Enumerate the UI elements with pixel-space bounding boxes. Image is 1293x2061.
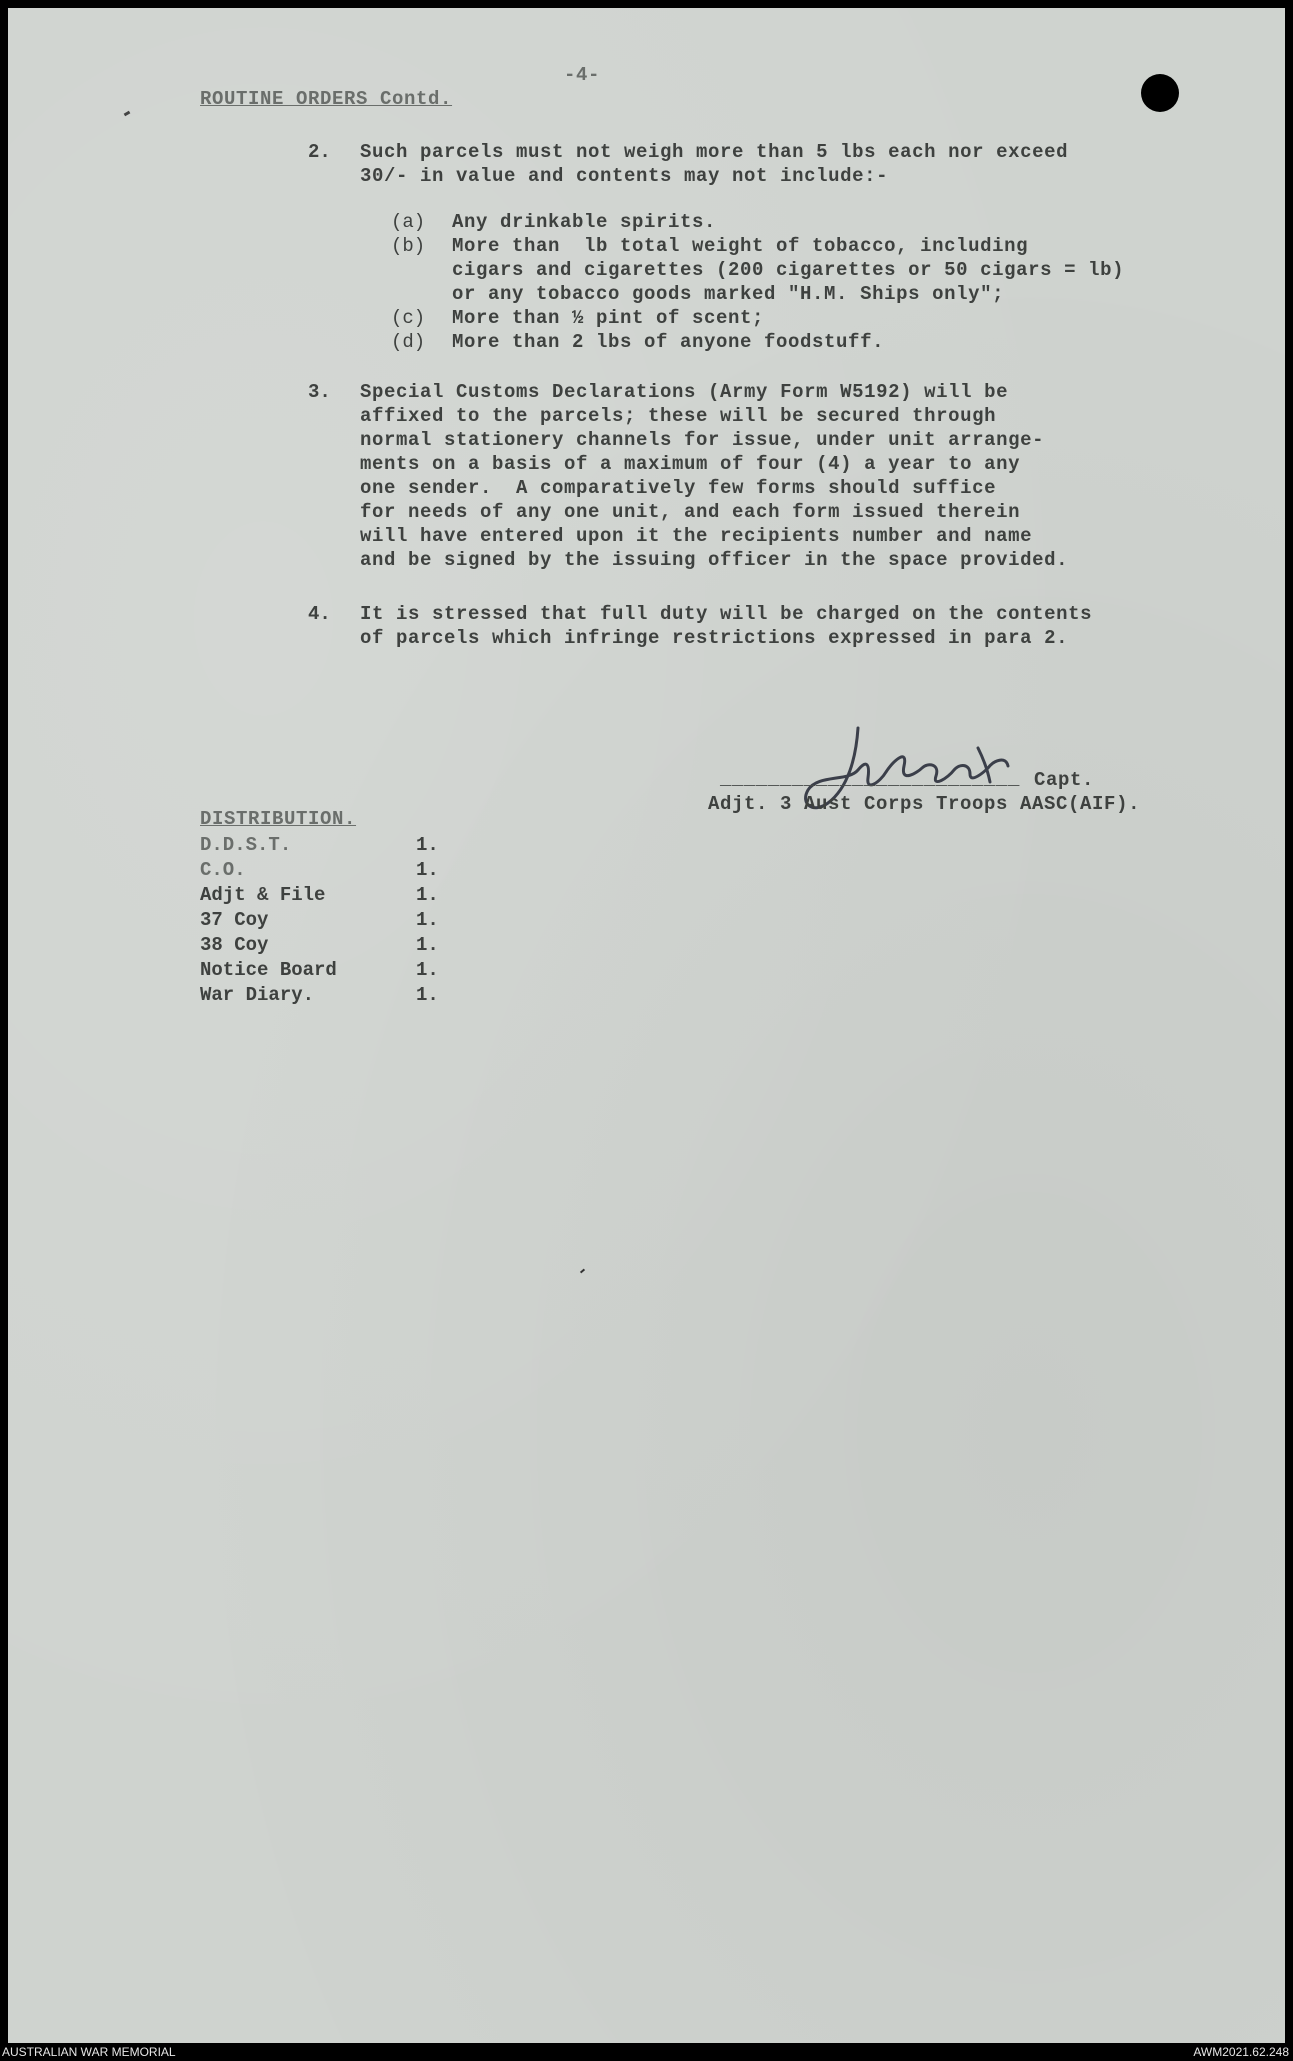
distribution-recipient: War Diary. — [200, 984, 315, 1006]
item-b-line: or any tobacco goods marked "H.M. Ships only"; — [452, 283, 1005, 305]
paper-speck — [124, 111, 131, 117]
distribution-qty: 1. — [416, 934, 439, 956]
distribution-recipient: D.D.S.T. — [200, 834, 292, 856]
signature-rank: Capt. — [1034, 769, 1095, 791]
signature-rule: _________________________ — [720, 768, 1021, 790]
paragraph-3-line: for needs of any one unit, and each form issued therein — [360, 501, 1021, 523]
distribution-recipient: Adjt & File — [200, 884, 326, 906]
paragraph-3-line: and be signed by the issuing officer in the space provided. — [360, 549, 1069, 571]
footer-accession-number: AWM2021.62.248 — [1193, 2045, 1289, 2059]
item-d-line: More than 2 lbs of anyone foodstuff. — [452, 331, 885, 353]
punch-hole — [1141, 74, 1179, 112]
distribution-qty: 1. — [416, 909, 439, 931]
item-a-line: Any drinkable spirits. — [452, 211, 717, 233]
paragraph-3-line: normal stationery channels for issue, under unit arrange- — [360, 429, 1045, 451]
distribution-recipient: 37 Coy — [200, 909, 269, 931]
item-a-letter: (a) — [391, 211, 426, 233]
item-b-line: cigars and cigarettes (200 cigarettes or 50 cigars = lb) — [452, 259, 1125, 281]
distribution-recipient: 38 Coy — [200, 934, 269, 956]
paragraph-4-line: It is stressed that full duty will be charged on the contents — [360, 603, 1093, 625]
paragraph-3-line: Special Customs Declarations (Army Form W5192) will be — [360, 381, 1009, 403]
paragraph-2-line: 30/- in value and contents may not include:- — [360, 165, 889, 187]
paragraph-4-line: of parcels which infringe restrictions expressed in para 2. — [360, 627, 1069, 649]
item-c-letter: (c) — [391, 307, 426, 329]
paragraph-2-number: 2. — [308, 141, 331, 163]
item-d-letter: (d) — [391, 331, 426, 353]
document-page — [8, 8, 1285, 2043]
paragraph-3-line: ments on a basis of a maximum of four (4) a year to any — [360, 453, 1021, 475]
distribution-qty: 1. — [416, 884, 439, 906]
signature-title: Adjt. 3 Aust Corps Troops AASC(AIF). — [708, 793, 1141, 815]
paragraph-3-number: 3. — [308, 381, 331, 403]
distribution-qty: 1. — [416, 959, 439, 981]
paragraph-4-number: 4. — [308, 603, 331, 625]
paragraph-3-line: will have entered upon it the recipients number and name — [360, 525, 1033, 547]
distribution-qty: 1. — [416, 834, 439, 856]
distribution-recipient: C.O. — [200, 859, 246, 881]
paragraph-3-line: one sender. A comparatively few forms should suffice — [360, 477, 997, 499]
item-b-line: More than lb total weight of tobacco, including — [452, 235, 1029, 257]
page-number: -4- — [564, 64, 601, 86]
item-b-letter: (b) — [391, 235, 426, 257]
distribution-qty: 1. — [416, 859, 439, 881]
distribution-qty: 1. — [416, 984, 439, 1006]
item-c-line: More than ½ pint of scent; — [452, 307, 765, 329]
paragraph-3-line: affixed to the parcels; these will be secured through — [360, 405, 997, 427]
paper-speck — [580, 1269, 585, 1274]
distribution-title: DISTRIBUTION. — [200, 808, 357, 830]
footer-institution: AUSTRALIAN WAR MEMORIAL — [2, 2045, 176, 2059]
distribution-recipient: Notice Board — [200, 959, 337, 981]
heading: ROUTINE ORDERS Contd. — [200, 88, 453, 110]
paragraph-2-line: Such parcels must not weigh more than 5 lbs each nor exceed — [360, 141, 1069, 163]
